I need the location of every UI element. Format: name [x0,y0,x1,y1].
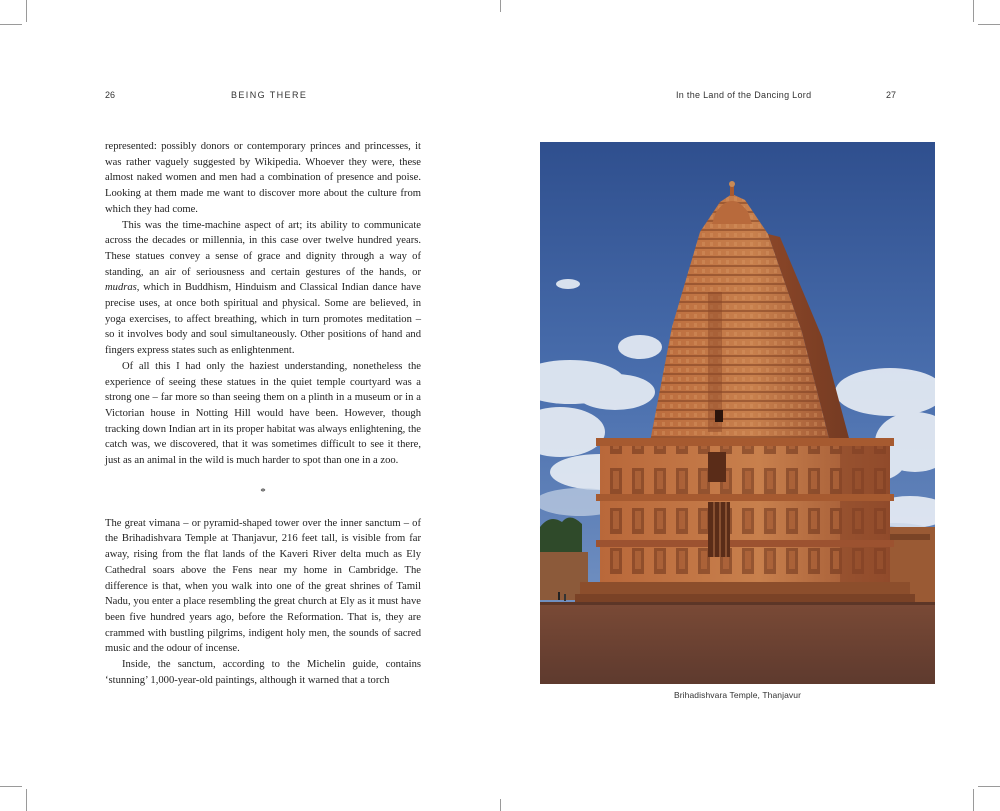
section-break: * [260,485,266,498]
page-number-right: 27 [886,90,897,100]
crop-mark [0,786,22,787]
paragraph: Inside, the sanctum, according to the Michelin guide, contains ‘stunning’ 1,000-year-old paintings, although it warned that a torch [105,659,421,686]
paragraph-text: , which in Buddhism, Hinduism and Classical Indian dance have precise uses, at once both spiritual and physical. Some are believed, in yoga exercises, to affect breathing, which in turn promotes meditation – so it involves body and soul simultaneously. Other positions of hand and fingers express states such as enlightenment. [105,282,421,357]
page-number-left: 26 [105,90,116,100]
paragraph-text: This was the time-machine aspect of art; its ability to communicate across the decades or millennia, in this case over twelve hundred years. These statues convey a sense of grace and dignity through a way of standing, an air of seriousness and certain gestures of the hands, or [105,219,421,278]
photo-caption: Brihadishvara Temple, Thanjavur [673,690,802,700]
left-page-body [105,139,421,689]
crop-mark [978,24,1000,25]
running-head-right: In the Land of the Dancing Lord [676,90,812,100]
crop-mark [973,0,974,22]
crop-mark [0,24,22,25]
crop-mark [978,786,1000,787]
italic-term: mudras [105,282,137,294]
crop-mark [26,0,27,22]
crop-mark [500,0,501,12]
crop-mark [26,789,27,811]
paragraph [105,218,421,359]
running-head-left: BEING THERE [231,90,308,100]
paragraph: represented: possibly donors or contemporary princes and princesses, it was rather vaguely suggested by Wikipedia. Whoever they were, these almost naked women and men had a combination of presence and poise. Looking at them made me want to discover more about the culture from which they had come. [105,141,421,215]
crop-mark [500,799,501,811]
paragraph: Of all this I had only the haziest understanding, nonetheless the experience of seeing these statues in the quiet temple courtyard was a strong one – far more so than seeing them on a plinth in a museum or in a Victorian house in Notting Hill would have been. However, though tracking down Indian art in its proper habitat was always enlightening, the catch was, we discovered, that it was sometimes difficult to see it there, just as an animal in the wild is much harder to spot than one in a zoo. [105,360,421,467]
paragraph: The great vimana – or pyramid-shaped tower over the inner sanctum – of the Brihadishvara Temple at Thanjavur, 216 feet tall, is visible from far away, rising from the flat lands of the Kaveri River delta much as Ely Cathedral soars above the Fens near my home in Cambridge. The difference is that, when you walk into one of the great shrines of Tamil Nadu, you enter a place resembling the great church at Ely as it must have been five hundred years ago, before the Reformation. That is, they are crammed with bustling pilgrims, indigent holy men, the sounds of sacred music and the odour of incense. [105,517,421,655]
temple-photo [540,142,935,684]
crop-mark [973,789,974,811]
